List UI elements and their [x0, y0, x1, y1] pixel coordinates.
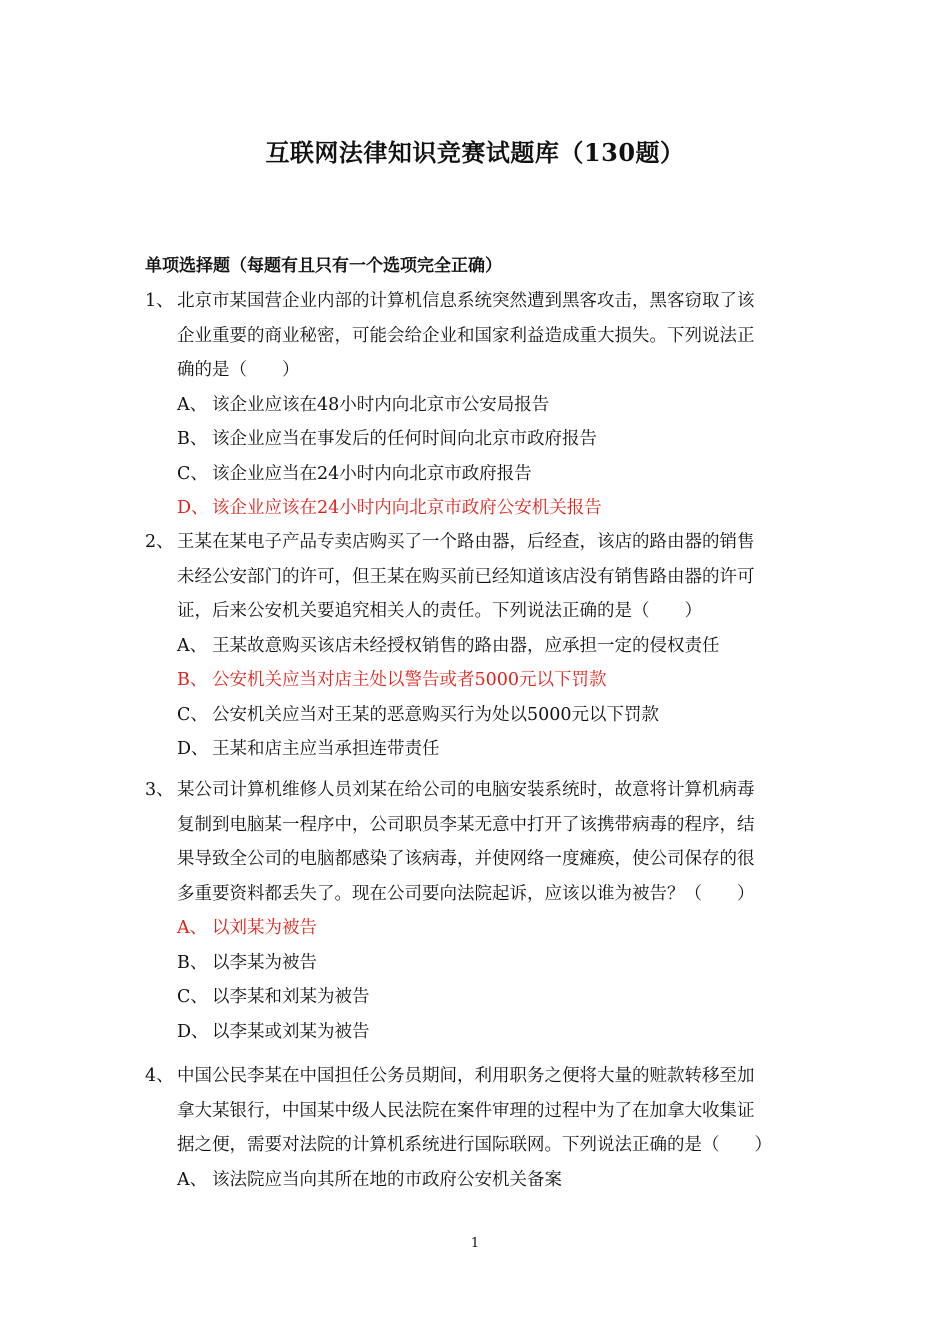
question-number: 2、: [145, 532, 174, 552]
option-text: 以刘某为被告: [212, 918, 317, 938]
question-4: [145, 1059, 810, 1197]
option-text: 公安机关应当对王某的恶意购买行为处以5000元以下罚款: [212, 704, 660, 725]
question-1: [145, 284, 810, 526]
stem-line: 多重要资料都丢失了。现在公司要向法院起诉，应该以谁为被告？（ ）: [177, 883, 755, 904]
option-letter: D、: [177, 1021, 209, 1042]
stem-line: 复制到电脑某一程序中，公司职员李某无意中打开了该携带病毒的程序，结: [177, 814, 755, 835]
option-text: 该法院应当向其所在地的市政府公安机关备案: [212, 1169, 562, 1190]
option-letter: B、: [177, 670, 208, 690]
option-text: 该企业应该在24小时内向北京市政府公安机关报告: [212, 498, 602, 518]
option-letter: D、: [177, 498, 209, 518]
option-text: 该企业应该在48小时内向北京市公安局报告: [212, 394, 550, 415]
stem-line: 企业重要的商业秘密，可能会给企业和国家利益造成重大损失。下列说法正: [177, 325, 755, 346]
option-a: [177, 1163, 810, 1198]
option-letter: A、: [177, 918, 208, 938]
question-number: 3、: [145, 780, 174, 800]
question-3: [145, 773, 810, 1049]
question-number: 4、: [145, 1066, 174, 1086]
option-letter: C、: [177, 463, 208, 484]
option-b: [177, 946, 810, 981]
stem-line: 证，后来公安机关要追究相关人的责任。下列说法正确的是（ ）: [177, 601, 702, 621]
option-letter: A、: [177, 1169, 208, 1190]
option-d: [177, 732, 810, 767]
option-letter: C、: [177, 704, 208, 725]
stem-line: 中国公民李某在中国担任公务员期间，利用职务之便将大量的赃款转移至加: [177, 1066, 755, 1086]
option-text: 以李某和刘某为被告: [212, 987, 370, 1007]
question-stem: [177, 284, 810, 388]
option-text: 以李某为被告: [212, 952, 317, 973]
question-stem: [177, 525, 810, 629]
question-stem: [177, 1059, 810, 1163]
document-title: 互联网法律知识竞赛试题库（130题）: [265, 138, 685, 167]
option-letter: B、: [177, 952, 208, 973]
stem-line: 未经公安部门的许可，但王某在购买前已经知道该店没有销售路由器的许可: [177, 566, 755, 587]
option-c: [177, 457, 810, 492]
stem-line: 北京市某国营企业内部的计算机信息系统突然遭到黑客攻击，黑客窃取了该: [177, 291, 755, 311]
stem-line: 某公司计算机维修人员刘某在给公司的电脑安装系统时，故意将计算机病毒: [177, 780, 755, 800]
stem-line: 拿大某银行，中国某中级人民法院在案件审理的过程中为了在加拿大收集证: [177, 1100, 755, 1121]
option-text: 以李某或刘某为被告: [212, 1021, 370, 1042]
option-c: [177, 698, 810, 733]
option-b: [177, 422, 810, 457]
option-letter: A、: [177, 394, 208, 415]
option-text: 公安机关应当对店主处以警告或者5000元以下罚款: [212, 670, 607, 690]
stem-line: 确的是（ ）: [177, 360, 300, 380]
option-d: [177, 1015, 810, 1050]
option-text: 该企业应当在事发后的任何时间向北京市政府报告: [212, 429, 597, 449]
option-b-correct: [177, 663, 810, 698]
section-heading: 单项选择题（每题有且只有一个选项完全正确）: [145, 256, 502, 276]
option-letter: D、: [177, 739, 209, 759]
option-a-correct: [177, 911, 810, 946]
option-text: 王某故意购买该店未经授权销售的路由器，应承担一定的侵权责任: [212, 635, 720, 656]
question-number: 1、: [145, 291, 174, 311]
option-a: [177, 629, 810, 664]
stem-line: 据之便，需要对法院的计算机系统进行国际联网。下列说法正确的是（ ）: [177, 1135, 772, 1155]
option-text: 该企业应当在24小时内向北京市政府报告: [212, 463, 532, 484]
question-stem: [177, 773, 810, 911]
option-letter: C、: [177, 987, 208, 1007]
page-number: 1: [470, 1236, 480, 1251]
option-c: [177, 980, 810, 1015]
question-2: [145, 525, 810, 767]
stem-line: 王某在某电子产品专卖店购买了一个路由器，后经查，该店的路由器的销售: [177, 532, 755, 552]
option-a: [177, 388, 810, 423]
option-d-correct: [177, 491, 810, 526]
option-text: 王某和店主应当承担连带责任: [212, 739, 440, 759]
stem-line: 果导致全公司的电脑都感染了该病毒，并使网络一度瘫痪，使公司保存的很: [177, 849, 755, 869]
option-letter: A、: [177, 635, 208, 656]
option-letter: B、: [177, 429, 208, 449]
